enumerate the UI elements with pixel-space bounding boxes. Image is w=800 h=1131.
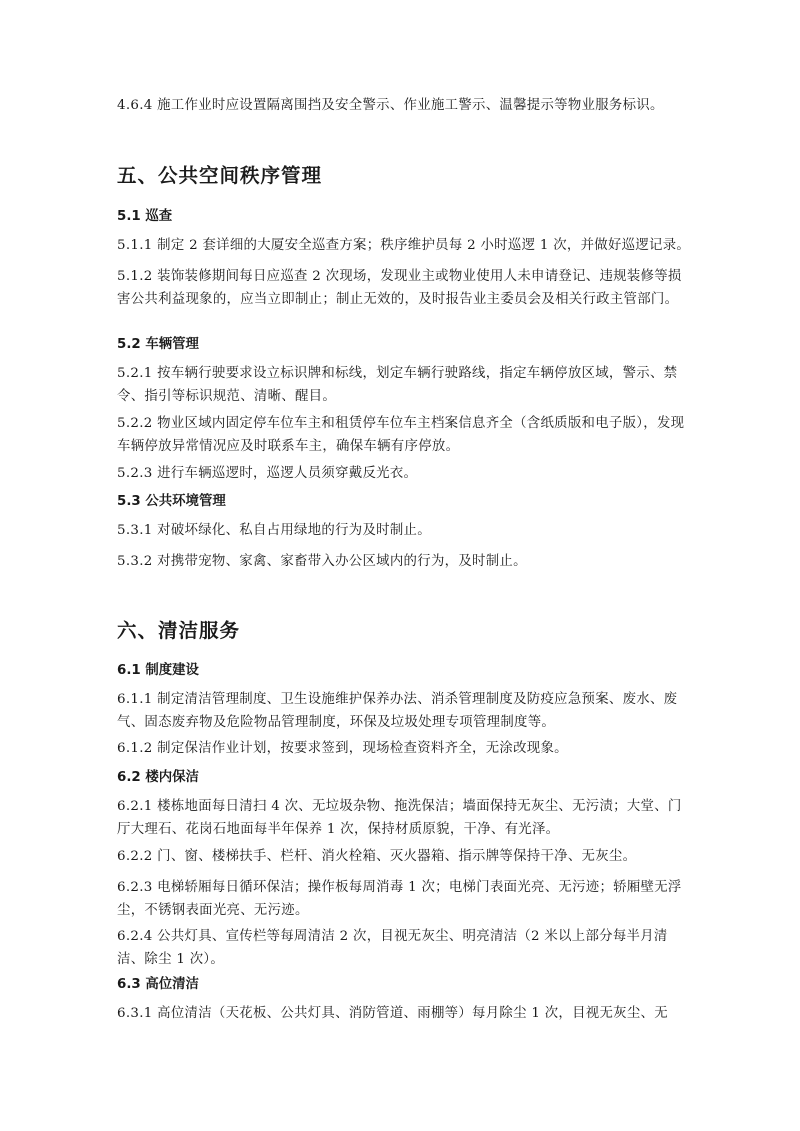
- subsection-heading: 6.3 高位清洁: [117, 977, 199, 992]
- paragraph: 5.3.2 对携带宠物、家禽、家畜带入办公区域内的行为，及时制止。: [117, 554, 527, 569]
- section-title: 五、公共空间秩序管理: [117, 164, 323, 187]
- subsection-heading: 5.1 巡查: [117, 209, 173, 224]
- subsection-heading: 5.3 公共环境管理: [117, 494, 226, 509]
- clause-5-1-2: [117, 265, 692, 311]
- clause-6-2-1: [117, 795, 692, 841]
- clause-6-2-4: [117, 925, 692, 971]
- paragraph: 5.3.1 对破坏绿化、私自占用绿地的行为及时制止。: [117, 523, 431, 538]
- clause-6-2-2: [117, 845, 692, 868]
- clause-5-2-3: [117, 462, 692, 485]
- subsection-heading: 5.2 车辆管理: [117, 337, 199, 352]
- paragraph: 5.2.2 物业区域内固定停车位车主和租赁停车位车主档案信息齐全（含纸质版和电子版），发现车辆停放异常情况应及时联系车主，确保车辆有序停放。: [117, 416, 685, 454]
- paragraph: 4.6.4 施工作业时应设置隔离围挡及安全警示、作业施工警示、温馨提示等物业服务标识。: [117, 98, 664, 113]
- paragraph: 6.2.4 公共灯具、宣传栏等每周清洁 2 次，目视无灰尘、明亮清洁（2 米以上部分每半月清洁、除尘 1 次）。: [117, 929, 668, 967]
- clause-5-2-2: [117, 412, 692, 458]
- subsection-heading: 6.1 制度建设: [117, 663, 199, 678]
- clause-5-2-1: [117, 362, 692, 408]
- heading-6-1: [117, 661, 692, 681]
- clause-6-3-1: [117, 1002, 692, 1025]
- heading-6-2: [117, 768, 692, 788]
- clause-5-3-2: [117, 550, 692, 573]
- paragraph: 5.1.2 装饰装修期间每日应巡查 2 次现场，发现业主或物业使用人未申请登记、违规装修等损害公共利益现象的，应当立即制止；制止无效的，及时报告业主委员会及相关行政主管部门。: [117, 269, 682, 307]
- paragraph: 6.2.3 电梯轿厢每日循环保洁；操作板每周消毒 1 次；电梯门表面光亮、无污迹；轿厢壁无浮尘，不锈钢表面光亮、无污迹。: [117, 880, 682, 918]
- paragraph: 5.2.1 按车辆行驶要求设立标识牌和标线，划定车辆行驶路线，指定车辆停放区域，警示、禁令、指引等标识规范、清晰、醒目。: [117, 366, 678, 404]
- clause-5-3-1: [117, 519, 692, 542]
- heading-5-1: [117, 207, 692, 227]
- heading-5-2: [117, 335, 692, 355]
- section-title: 六、清洁服务: [117, 619, 241, 642]
- clause-6-1-1: [117, 688, 692, 734]
- heading-5-3: [117, 492, 692, 512]
- clause-6-1-2: [117, 737, 692, 760]
- clause-4-6-4: [117, 94, 692, 117]
- heading-6-3: [117, 975, 692, 995]
- paragraph: 6.1.1 制定清洁管理制度、卫生设施维护保养办法、消杀管理制度及防疫应急预案、废水、废气、固态废弃物及危险物品管理制度，环保及垃圾处理专项管理制度等。: [117, 692, 678, 730]
- clause-5-1-1: [117, 234, 692, 257]
- section-6-title: [117, 618, 692, 644]
- paragraph: 6.3.1 高位清洁（天花板、公共灯具、消防管道、雨棚等）每月除尘 1 次，目视无灰尘、无: [117, 1006, 668, 1021]
- paragraph: 5.2.3 进行车辆巡逻时，巡逻人员须穿戴反光衣。: [117, 466, 418, 481]
- subsection-heading: 6.2 楼内保洁: [117, 770, 199, 785]
- paragraph: 6.2.1 楼栋地面每日清扫 4 次、无垃圾杂物、拖洗保洁；墙面保持无灰尘、无污渍；大堂、门厅大理石、花岗石地面每半年保养 1 次，保持材质原貌，干净、有光泽。: [117, 799, 682, 837]
- section-5-title: [117, 163, 692, 189]
- clause-6-2-3: [117, 876, 692, 922]
- paragraph: 5.1.1 制定 2 套详细的大厦安全巡查方案；秩序维护员每 2 小时巡逻 1 次，并做好巡逻记录。: [117, 238, 691, 253]
- paragraph: 6.1.2 制定保洁作业计划，按要求签到，现场检查资料齐全，无涂改现象。: [117, 741, 568, 756]
- paragraph: 6.2.2 门、窗、楼梯扶手、栏杆、消火栓箱、灭火器箱、指示牌等保持干净、无灰尘。: [117, 849, 637, 864]
